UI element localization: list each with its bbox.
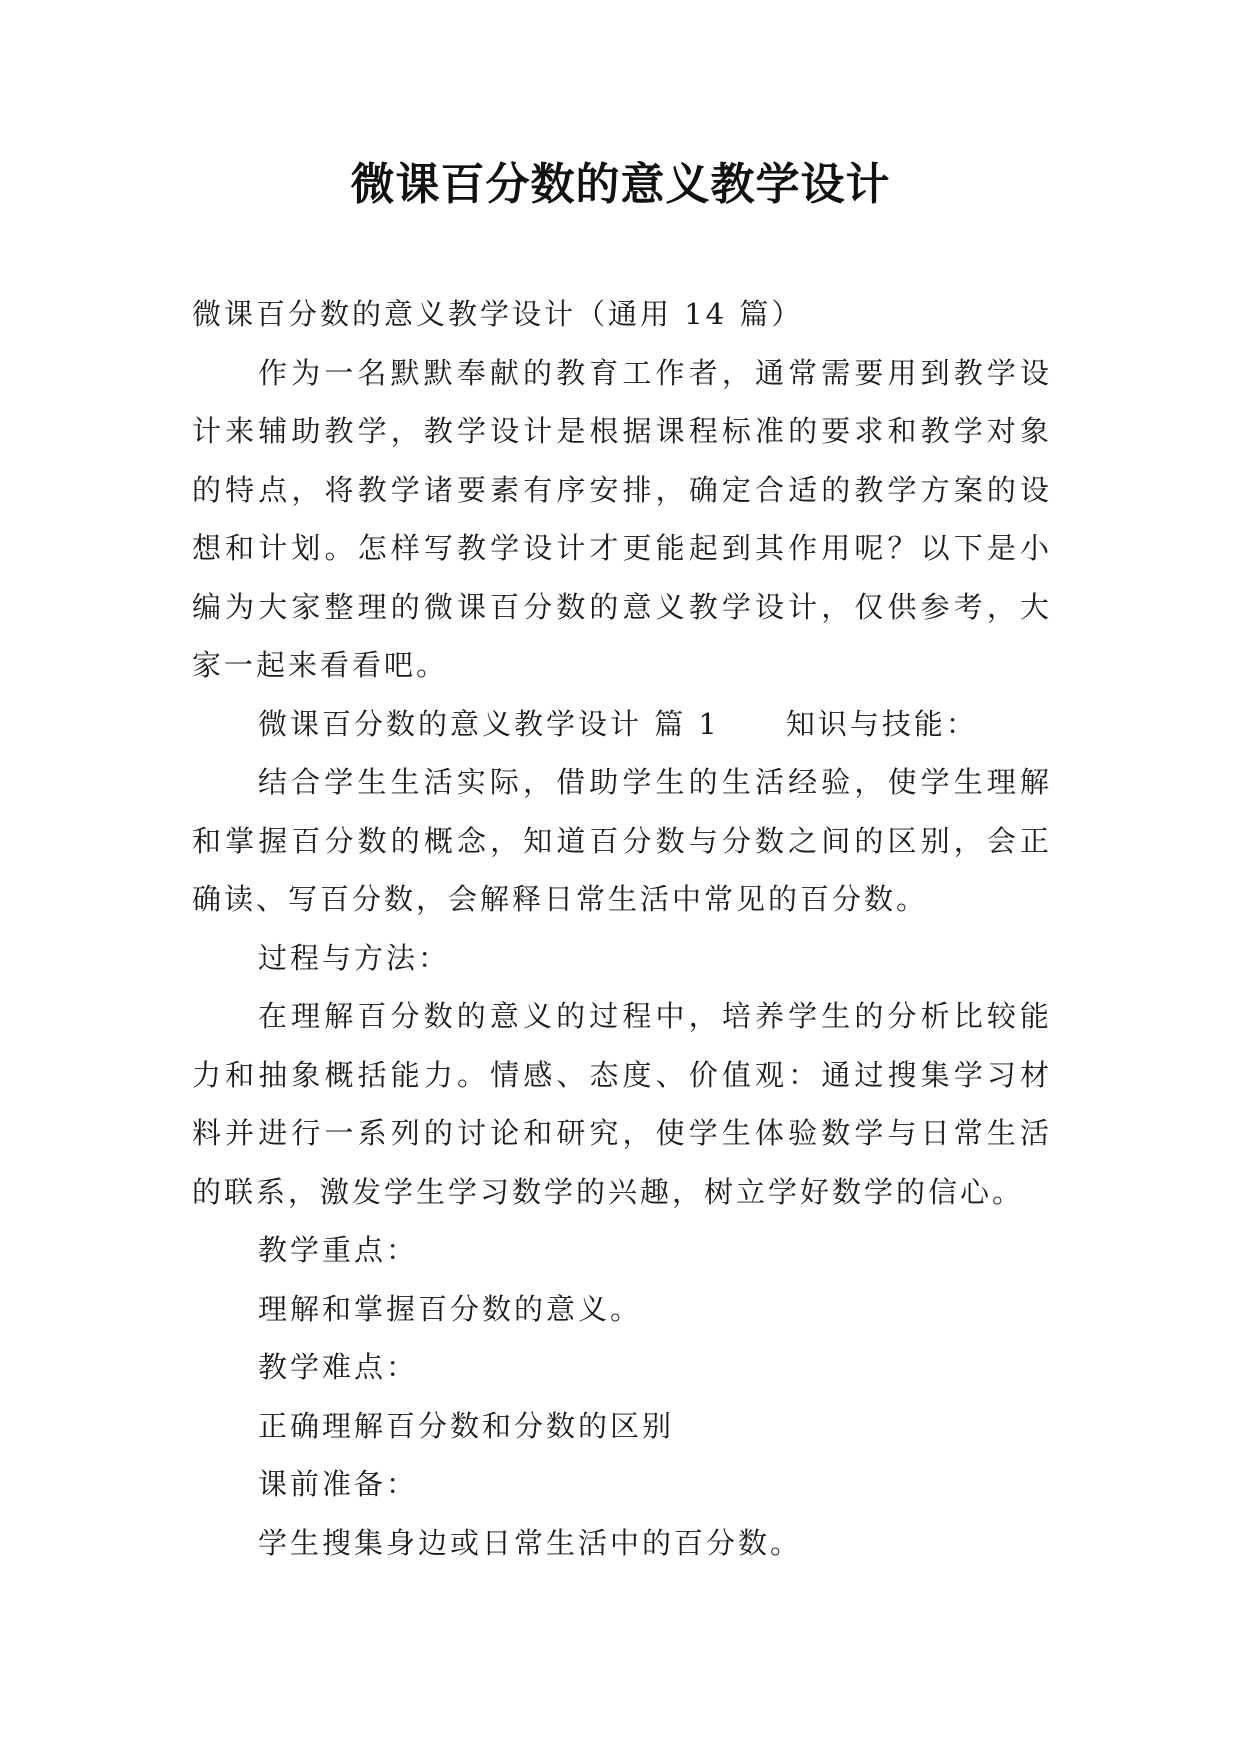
document-subtitle: 微课百分数的意义教学设计（通用 14 篇） [192,297,804,331]
key-point-label: 教学重点： [258,1233,419,1267]
document-title: 微课百分数的意义教学设计 [350,159,891,210]
section-heading: 微课百分数的意义教学设计 篇 1 [258,706,720,741]
key-point-text: 理解和掌握百分数的意义。 [258,1291,643,1326]
intro-paragraph: 作为一名默默奉献的教育工作者，通常需要用到教学设计来辅助教学，教学设计是根据课程标准的要求和教学对象的特点，将教学诸要素有序安排，确定合适的教学方案的设想和计划。怎样写教学设计才更能起到其作用呢？以下是小编为大家整理的微课百分数的意义教学设计，仅供参考，大家一起来看看吧。 [192,355,1052,682]
difficulty-label: 教学难点： [258,1350,419,1384]
preparation-text: 学生搜集身边或日常生活中的百分数。 [258,1525,803,1560]
difficulty-text: 正确理解百分数和分数的区别 [258,1408,675,1443]
document-body [192,285,1052,1572]
preparation-label: 课前准备： [258,1467,419,1501]
process-paragraph: 在理解百分数的意义的过程中，培养学生的分析比较能力和抽象概括能力。情感、态度、价值观：通过搜集学习材料并进行一系列的讨论和研究，使学生体验数学与日常生活的联系，激发学生学习数学的兴趣，树立学好数学的信心。 [192,999,1052,1209]
section-heading-line [192,695,1052,754]
knowledge-label: 知识与技能： [785,706,978,741]
process-label: 过程与方法： [258,940,451,975]
knowledge-paragraph: 结合学生生活实际，借助学生的生活经验，使学生理解和掌握百分数的概念，知道百分数与分数之间的区别，会正确读、写百分数，会解释日常生活中常见的百分数。 [192,765,1052,916]
